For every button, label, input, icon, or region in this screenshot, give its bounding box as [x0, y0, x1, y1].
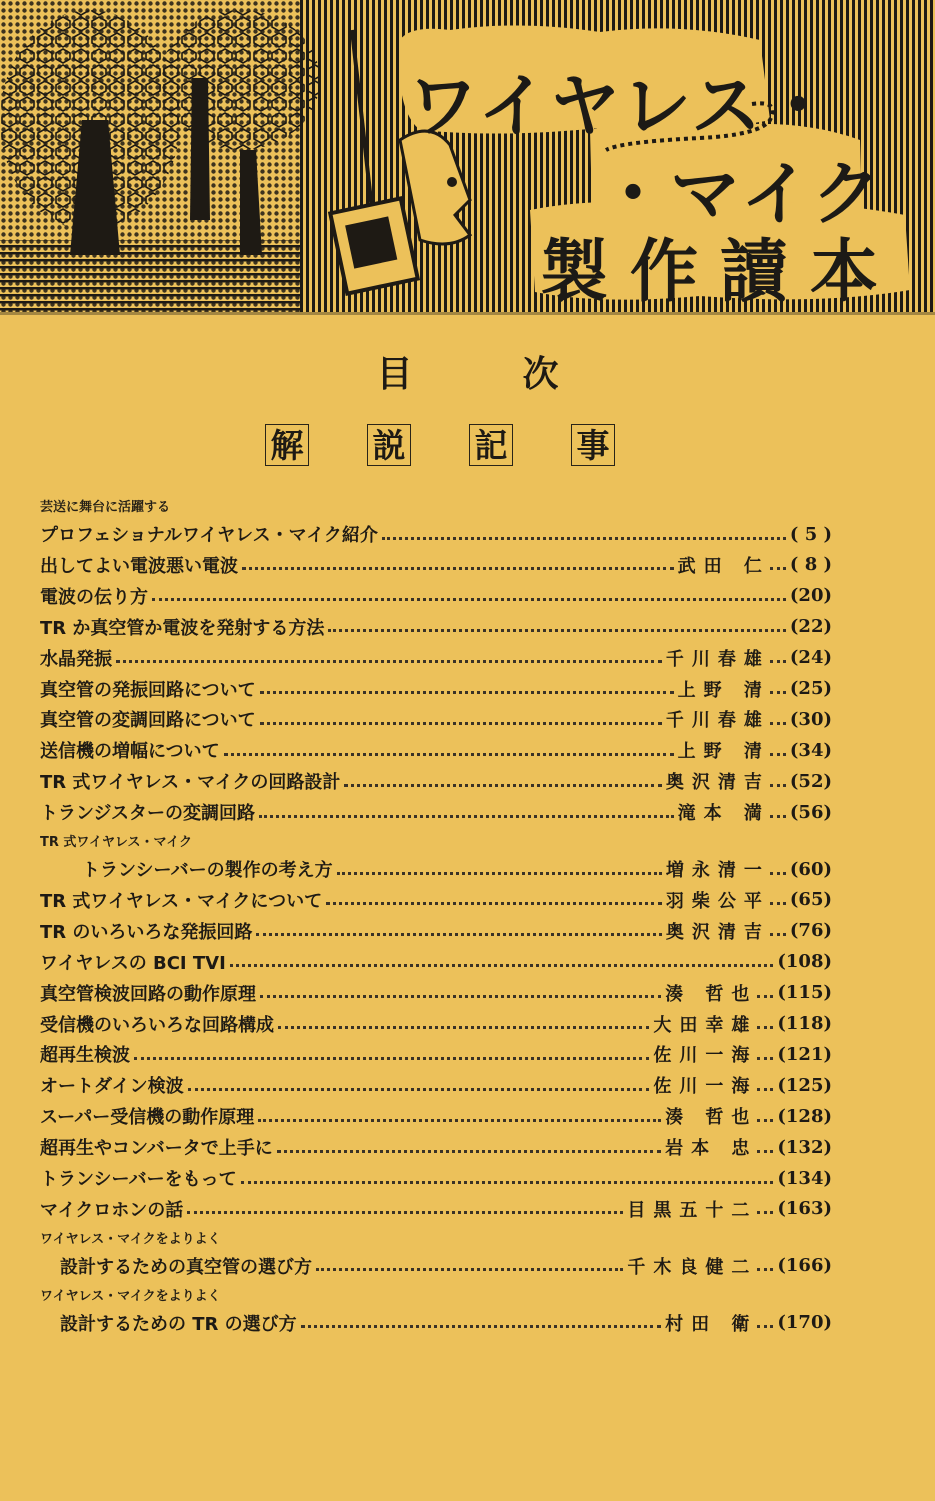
- toc-entry-title: TR 式ワイヤレス・マイクについて: [40, 890, 323, 912]
- toc-entry[interactable]: [40, 705, 832, 733]
- toc-entry-author: 羽柴公平: [665, 890, 770, 912]
- toc-entry-title: 超再生検波: [40, 1045, 130, 1067]
- leader-dots: [770, 567, 786, 570]
- leader-dots: [230, 964, 774, 967]
- leader-dots: [316, 1268, 623, 1271]
- leader-dots: [116, 660, 662, 663]
- toc-entry-title: TR のいろいろな発振回路: [40, 921, 253, 943]
- toc-entry[interactable]: [82, 855, 832, 883]
- leader-dots: [382, 537, 786, 540]
- leader-dots: [224, 753, 674, 756]
- section-heading-char: 解: [265, 424, 309, 466]
- toc-entry-page: (60): [789, 858, 832, 880]
- toc-entry[interactable]: [40, 1040, 832, 1068]
- toc-entry-page: (56): [789, 801, 832, 823]
- toc-entry-title: 出してよい電波悪い電波: [40, 555, 238, 577]
- header-illustration: [0, 0, 935, 320]
- leader-dots: [260, 995, 661, 998]
- toc-entry-author: 目黒五十二: [627, 1199, 758, 1221]
- toc-entry[interactable]: [40, 979, 832, 1007]
- leader-dots: [328, 629, 786, 632]
- leader-dots: [301, 1325, 661, 1328]
- toc-entry-author: 村田 衛: [665, 1313, 758, 1335]
- toc-entry[interactable]: [40, 886, 832, 914]
- leader-dots: [770, 691, 786, 694]
- toc-entry-page: (163): [777, 1198, 832, 1220]
- leader-dots: [188, 1088, 650, 1091]
- toc-entry-page: ( 5 ): [789, 523, 832, 545]
- toc-entry-title: 設計するための真空管の選び方: [60, 1256, 312, 1278]
- toc-entry[interactable]: [40, 1071, 832, 1099]
- toc-entry-page: (24): [789, 647, 832, 669]
- toc-entry-author: 滝本 満: [677, 803, 770, 825]
- toc-entry-author: 千川春雄: [665, 648, 770, 670]
- toc-entry-page: (76): [789, 920, 832, 942]
- section-heading-char: 事: [571, 424, 615, 466]
- leader-dots: [770, 660, 786, 663]
- toc-entry-page: (20): [789, 585, 832, 607]
- leader-dots: [770, 815, 786, 818]
- toc-entry[interactable]: [40, 582, 832, 610]
- toc-entry[interactable]: [40, 1195, 832, 1223]
- leader-dots: [770, 902, 786, 905]
- toc-entry-page: (166): [777, 1255, 832, 1277]
- toc-entry[interactable]: [60, 1252, 832, 1280]
- toc-entry-page: ( 8 ): [789, 554, 832, 576]
- toc-entry[interactable]: [40, 520, 832, 548]
- toc-entry-title: TR か真空管か電波を発射する方法: [40, 617, 325, 639]
- toc-entry-author: 増永清一: [665, 860, 770, 881]
- toc-entry-author: 大田幸雄: [653, 1014, 758, 1036]
- toc-entry-title: 真空管検波回路の動作原理: [40, 983, 256, 1005]
- leader-dots: [278, 1026, 649, 1029]
- toc-heading: 目次: [376, 353, 669, 395]
- toc-entry[interactable]: [40, 917, 832, 945]
- leader-dots: [757, 1057, 773, 1060]
- toc-entry-title: マイクロホンの話: [40, 1199, 184, 1221]
- toc-entry-title: ワイヤレスの BCI TVI: [40, 952, 226, 974]
- leader-dots: [344, 784, 661, 787]
- toc-entry[interactable]: [40, 767, 832, 795]
- toc-entry-title: 受信機のいろいろな回路構成: [40, 1014, 274, 1036]
- toc-entry-subtitle: ワイヤレス・マイクをよりよく: [40, 1288, 221, 1304]
- title-line-1: ワイヤレス・: [408, 65, 836, 147]
- toc-entry-page: (52): [789, 770, 832, 792]
- leader-dots: [134, 1057, 649, 1060]
- title-line-3: 製作讀本: [540, 233, 901, 312]
- toc-entry-subtitle: ワイヤレス・マイクをよりよく: [40, 1231, 221, 1247]
- toc-entry[interactable]: [40, 613, 832, 641]
- toc-entry-title: 真空管の変調回路について: [40, 710, 256, 732]
- leader-dots: [770, 753, 786, 756]
- toc-entry-title: トランジスターの変調回路: [40, 803, 256, 825]
- leader-dots: [337, 872, 662, 875]
- toc-entry-author: 奥沢清吉: [665, 921, 770, 943]
- toc-entry[interactable]: [40, 1164, 832, 1192]
- toc-entry[interactable]: [40, 644, 832, 672]
- leader-dots: [277, 1150, 661, 1153]
- toc-entry-page: (25): [789, 678, 832, 699]
- toc-entry-author: 佐川一海: [653, 1045, 758, 1067]
- toc-entry-page: (115): [777, 982, 832, 1004]
- toc-entry-subtitle: TR 式ワイヤレス・マイク: [40, 835, 192, 850]
- toc-entry-title: トランシーバーをもって: [40, 1169, 237, 1190]
- section-heading-char: 説: [367, 424, 411, 466]
- toc-entry[interactable]: [40, 551, 832, 579]
- leader-dots: [757, 995, 773, 998]
- toc-entry-title: 電波の伝り方: [40, 586, 148, 608]
- leader-dots: [757, 1150, 773, 1153]
- toc-entry-title: TR 式ワイヤレス・マイクの回路設計: [40, 772, 341, 794]
- toc-entry-page: (134): [777, 1167, 832, 1189]
- leader-dots: [757, 1211, 773, 1214]
- toc-entry[interactable]: [40, 798, 832, 826]
- toc-entry-title: スーパー受信機の動作原理: [40, 1107, 255, 1129]
- toc-entry-author: 千川春雄: [665, 710, 770, 732]
- section-heading-char: 記: [469, 424, 513, 466]
- toc-entry-page: (121): [777, 1043, 832, 1065]
- leader-dots: [260, 691, 674, 694]
- toc-entry-title: 設計するための TR の選び方: [60, 1313, 297, 1335]
- toc-entry-title: 水晶発振: [40, 648, 112, 670]
- leader-dots: [757, 1088, 773, 1091]
- leader-dots: [757, 1325, 773, 1328]
- leader-dots: [757, 1119, 773, 1122]
- toc-entry-subtitle: 芸送に舞台に活躍する: [40, 500, 171, 515]
- leader-dots: [258, 1119, 661, 1122]
- leader-dots: [757, 1026, 773, 1029]
- leader-dots: [770, 872, 786, 875]
- toc-entry-title: プロフェショナルワイヤレス・マイク紹介: [40, 525, 378, 546]
- leader-dots: [256, 933, 662, 936]
- leader-dots: [242, 567, 674, 570]
- toc-entry[interactable]: [40, 1133, 832, 1161]
- leader-dots: [152, 598, 786, 601]
- section-heading: [265, 424, 615, 470]
- leader-dots: [770, 784, 786, 787]
- toc-entry[interactable]: [40, 675, 832, 703]
- leader-dots: [326, 902, 662, 905]
- toc-entry-author: 上野 清: [677, 741, 770, 763]
- toc-entry-author: 千木良健二: [627, 1256, 758, 1278]
- toc-entry-author: 上野 清: [677, 679, 770, 701]
- toc-entry-title: 超再生やコンバータで上手に: [40, 1138, 273, 1160]
- toc-entry-author: 武田 仁: [677, 555, 770, 577]
- toc-entry-author: 湊 哲也: [665, 983, 758, 1005]
- leader-dots: [241, 1181, 774, 1184]
- toc-entry-page: (108): [777, 951, 832, 973]
- toc-entry-page: (128): [777, 1105, 832, 1127]
- toc-entry-page: (34): [789, 739, 832, 761]
- toc-entry-title: 送信機の増幅について: [40, 741, 220, 763]
- toc-entry-author: 佐川一海: [653, 1076, 758, 1098]
- toc-entry-page: (170): [777, 1312, 832, 1334]
- toc-entry[interactable]: [40, 736, 832, 764]
- title-line-2: ・マイク: [598, 153, 884, 235]
- toc-entry-author: 湊 哲也: [665, 1107, 758, 1129]
- toc-entry-title: トランシーバーの製作の考え方: [82, 860, 333, 881]
- leader-dots: [260, 722, 662, 725]
- leader-dots: [770, 722, 786, 725]
- leader-dots: [259, 815, 674, 818]
- toc-entry-page: (118): [777, 1013, 832, 1034]
- leader-dots: [187, 1211, 623, 1214]
- toc-entry[interactable]: [40, 1102, 832, 1130]
- toc-entry-title: オートダイン検波: [40, 1076, 184, 1098]
- toc-entry-author: 岩本 忠: [665, 1138, 758, 1160]
- toc-entry-title: 真空管の発振回路について: [40, 679, 256, 701]
- leader-dots: [770, 933, 786, 936]
- leader-dots: [757, 1268, 773, 1271]
- toc-entry[interactable]: [60, 1309, 832, 1337]
- toc-entry-page: (22): [789, 616, 832, 638]
- toc-entry[interactable]: [40, 948, 832, 976]
- toc-entry-page: (30): [789, 708, 832, 730]
- toc-entry-author: 奥沢清吉: [665, 772, 770, 794]
- toc-entry[interactable]: [40, 1010, 832, 1038]
- toc-entry-page: (125): [777, 1074, 832, 1096]
- toc-entry-page: (132): [777, 1136, 832, 1158]
- toc-entry-page: (65): [789, 889, 832, 911]
